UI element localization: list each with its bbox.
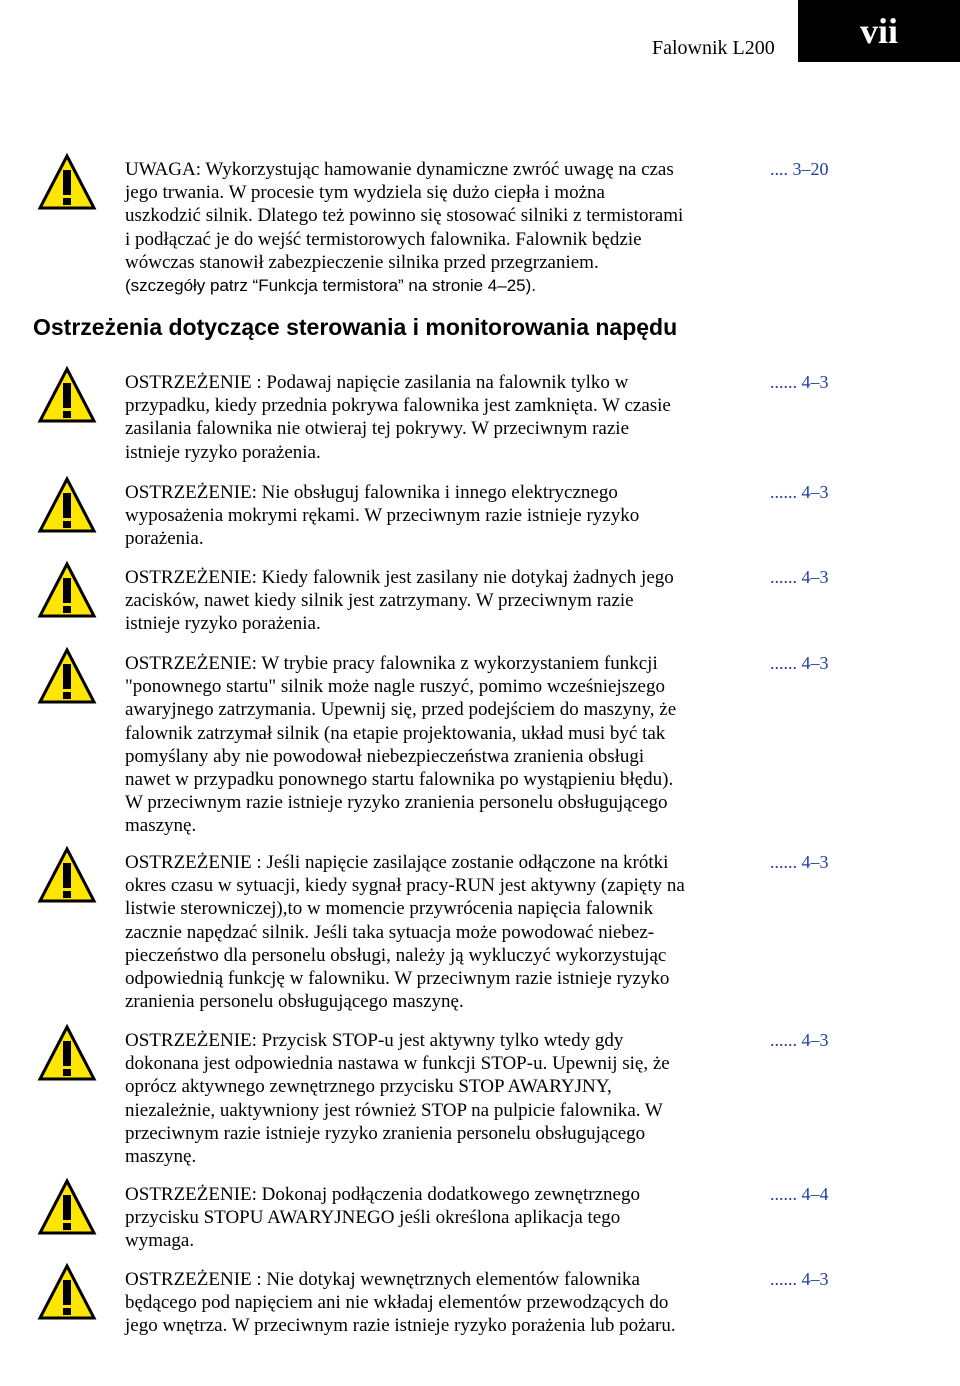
text-line: odpowiednią funkcję w falowniku. W przeciwnym razie istnieje ryzyko xyxy=(125,968,670,990)
warning-icon xyxy=(37,561,97,619)
page-reference[interactable]: ...... 4–4 xyxy=(770,1184,829,1204)
text-line: istnieje ryzyko porażenia. xyxy=(125,613,321,635)
text-line: (szczegóły patrz “Funkcja termistora” na stronie 4–25). xyxy=(125,276,536,296)
text-line: jego trwania. W procesie tym wydziela się dużo ciepła i można xyxy=(125,182,605,204)
warning-icon xyxy=(37,1178,97,1236)
page-reference[interactable]: ...... 4–3 xyxy=(770,1269,829,1289)
warning-text xyxy=(125,1183,755,1253)
text-line: jego wnętrza. W przeciwnym razie istnieje ryzyko porażenia lub pożaru. xyxy=(125,1315,676,1337)
text-line: W przeciwnym razie istnieje ryzyko zranienia personelu obsługującego xyxy=(125,792,668,814)
text-line: uszkodzić silnik. Dlatego też powinno się stosować silniki z termistorami xyxy=(125,205,684,227)
warning-icon xyxy=(37,1024,97,1082)
caution-text xyxy=(125,158,755,297)
text-line: pieczeństwo dla personelu obsługi, należy ją wykluczyć wykorzystując xyxy=(125,944,667,966)
text-line: będącego pod napięciem ani nie wkładaj elementów przewodzących do xyxy=(125,1292,669,1314)
text-line: zranienia personelu obsługującego maszynę. xyxy=(125,991,464,1013)
text-line: nawet w przypadku ponownego startu falownika po wystąpieniu błędu). xyxy=(125,769,674,791)
warning-icon xyxy=(37,647,97,705)
warning-icon xyxy=(37,153,97,211)
text-line: listwie sterowniczej),to w momencie przywrócenia napięcia falownik xyxy=(125,898,654,920)
text-line: falownik zatrzymał silnik (na etapie projektowania, układ musi być tak xyxy=(125,722,666,744)
header-title: Falownik L200 xyxy=(652,37,775,59)
text-line: przeciwnym razie istnieje ryzyko zranienia personelu obsługującego xyxy=(125,1122,646,1144)
text-line: wówczas stanowił zabezpieczenie silnika przed przegrzaniem. xyxy=(125,251,599,273)
text-line: oprócz aktywnego zewnętrznego przycisku STOP AWARYJNY, xyxy=(125,1076,612,1098)
text-line: OSTRZEŻENIE: Kiedy falownik jest zasilany nie dotykaj żadnych jego xyxy=(125,567,674,588)
text-line: zacznie napędzać silnik. Jeśli taka sytuacja może powodować niebez- xyxy=(125,921,655,943)
text-line: istnieje ryzyko porażenia. xyxy=(125,441,321,463)
warning-text xyxy=(125,1029,755,1168)
text-line: porażenia. xyxy=(125,528,204,550)
text-line: dokonana jest odpowiednia nastawa w funkcji STOP-u. Upewnij się, że xyxy=(125,1053,670,1075)
text-line: "ponownego startu" silnik może nagle ruszyć, pomimo wcześniejszego xyxy=(125,676,665,698)
page-reference[interactable]: .... 3–20 xyxy=(770,159,829,179)
page-reference[interactable]: ...... 4–3 xyxy=(770,372,829,392)
page-reference[interactable]: ...... 4–3 xyxy=(770,852,829,872)
text-line: OSTRZEŻENIE: Nie obsługuj falownika i innego elektrycznego xyxy=(125,482,618,503)
warning-text xyxy=(125,481,755,551)
text-line: wymaga. xyxy=(125,1230,195,1252)
page-reference[interactable]: ...... 4–3 xyxy=(770,1030,829,1050)
warning-icon xyxy=(37,1263,97,1321)
page-number: vii xyxy=(798,0,960,62)
warning-icon xyxy=(37,476,97,534)
text-line: pomyślany aby nie powodował niebezpieczeństwa zranienia obsługi xyxy=(125,745,645,767)
text-line: OSTRZEŻENIE : Podawaj napięcie zasilania na falownik tylko w xyxy=(125,372,629,393)
warning-icon xyxy=(37,366,97,424)
text-line: OSTRZEŻENIE : Jeśli napięcie zasilające zostanie odłączone na krótki xyxy=(125,852,669,873)
text-line: OSTRZEŻENIE : Nie dotykaj wewnętrznych elementów falownika xyxy=(125,1269,640,1290)
text-line: i podłączać je do wejść termistorowych falownika. Falownik będzie xyxy=(125,228,642,250)
text-line: zacisków, nawet kiedy silnik jest zatrzymany. W przeciwnym razie xyxy=(125,590,634,612)
warning-text xyxy=(125,851,755,1013)
text-line: przycisku STOPU AWARYJNEGO jeśli określona aplikacja tego xyxy=(125,1207,621,1229)
page-reference[interactable]: ...... 4–3 xyxy=(770,482,829,502)
text-line: maszynę. xyxy=(125,1146,197,1168)
text-line: przypadku, kiedy przednia pokrywa falownika jest zamknięta. W czasie xyxy=(125,395,671,417)
text-line: UWAGA: Wykorzystując hamowanie dynamiczne zwróć uwagę na czas xyxy=(125,159,674,180)
section-title: Ostrzeżenia dotyczące sterowania i monitorowania napędu xyxy=(33,314,678,340)
text-line: OSTRZEŻENIE: Przycisk STOP-u jest aktywny tylko wtedy gdy xyxy=(125,1030,624,1051)
text-line: OSTRZEŻENIE: W trybie pracy falownika z wykorzystaniem funkcji xyxy=(125,653,658,674)
text-line: zasilania falownika nie otwieraj tej pokrywy. W przeciwnym razie xyxy=(125,418,630,440)
text-line: maszynę. xyxy=(125,815,197,837)
warning-text xyxy=(125,652,755,838)
page-reference[interactable]: ...... 4–3 xyxy=(770,653,829,673)
text-line: OSTRZEŻENIE: Dokonaj podłączenia dodatkowego zewnętrznego xyxy=(125,1184,640,1205)
warning-text xyxy=(125,1268,755,1338)
warning-text xyxy=(125,371,755,464)
warning-icon xyxy=(37,846,97,904)
text-line: okres czasu w sytuacji, kiedy sygnał pracy-RUN jest aktywny (zapięty na xyxy=(125,875,685,897)
warning-text xyxy=(125,566,755,636)
text-line: wyposażenia mokrymi rękami. W przeciwnym razie istnieje ryzyko xyxy=(125,505,640,527)
text-line: niezależnie, uaktywniony jest również STOP na pulpicie falownika. W xyxy=(125,1099,663,1121)
page-reference[interactable]: ...... 4–3 xyxy=(770,567,829,587)
text-line: awaryjnego zatrzymania. Upewnij się, przed podejściem do maszyny, że xyxy=(125,699,677,721)
